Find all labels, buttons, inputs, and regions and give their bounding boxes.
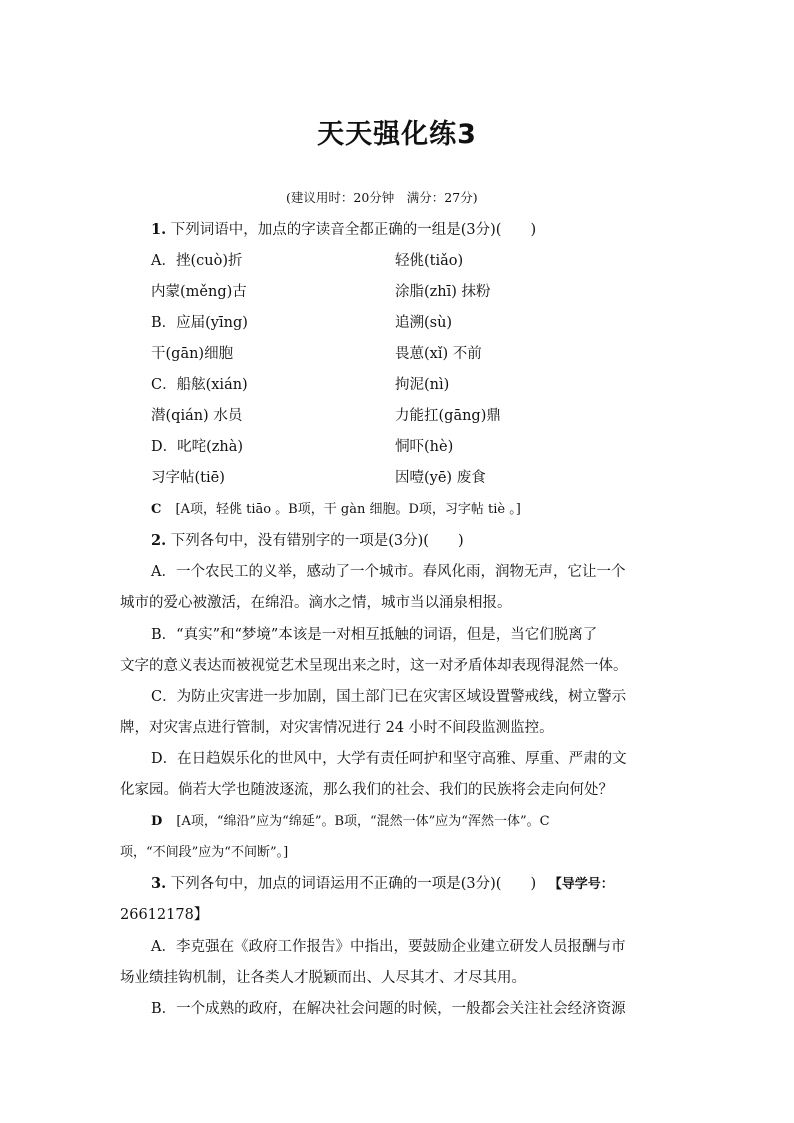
answer-text: [A项，轻佻 tiāo 。B项，干 gàn 细胞。D项，习字帖 tiè 。] xyxy=(175,502,521,517)
option-row-right: 力能扛(gāng)鼎 xyxy=(395,408,501,424)
question-3-stem xyxy=(151,874,614,895)
paragraph-line: A．一个农民工的义举，感动了一个城市。春风化雨，润物无声，它让一个 xyxy=(151,564,626,580)
paragraph-line: C．为防止灾害进一步加剧，国土部门已在灾害区域设置警戒线，树立警示 xyxy=(151,689,627,705)
answer-letter: C xyxy=(151,502,162,517)
guide-number-tag: 【导学号： xyxy=(548,877,614,892)
option-row-left: 干(gān)细胞 xyxy=(151,346,234,362)
option-row-left: 潜(qián) 水员 xyxy=(151,408,243,424)
option-row-right: 追溯(sù) xyxy=(395,315,453,331)
paragraph-line: 化家园。倘若大学也随波逐流，那么我们的社会、我们的民族将会走向何处？ xyxy=(120,782,613,798)
answer-text-continued: 项，“不间段”应为“不间断”。] xyxy=(120,845,289,860)
option-row-left: C．船舷(xián) xyxy=(151,377,248,393)
option-row-right: 涂脂(zhī) 抹粉 xyxy=(395,284,491,300)
answer-text: [A项，“绵沿”应为“绵延”。B项，“混然一体”应为“浑然一体”。C xyxy=(176,814,550,829)
option-row-left: 习字帖(tiē) xyxy=(151,470,225,486)
answer-explanation xyxy=(151,812,550,832)
option-row-right: 因噎(yē) 废食 xyxy=(395,470,486,486)
paragraph-line: B．一个成熟的政府，在解决社会问题的时候，一般都会关注社会经济资源 xyxy=(151,1001,626,1017)
paragraph-line: D．在日趋娱乐化的世风中，大学有责任呵护和坚守高雅、厚重、严肃的文 xyxy=(151,751,627,767)
option-row-left: 内蒙(měng)古 xyxy=(151,284,247,300)
question-text: 下列各句中，加点的词语运用不正确的一项是(3分)( ) xyxy=(170,876,537,892)
subtitle: (建议用时：20分钟 满分：27分) xyxy=(286,190,478,205)
question-2-stem xyxy=(151,531,464,551)
option-row-right: 恫吓(hè) xyxy=(395,439,454,455)
question-text: 下列词语中，加点的字读音全都正确的一组是(3分)( ) xyxy=(170,222,537,238)
option-row-right: 轻佻(tiǎo) xyxy=(395,253,464,269)
page-title: 天天强化练3 xyxy=(317,119,477,150)
question-number: 1. xyxy=(151,221,167,238)
paragraph-line: 场业绩挂钩机制，让各类人才脱颖而出、人尽其才、才尽其用。 xyxy=(120,970,526,986)
question-text: 下列各句中，没有错别字的一项是(3分)( ) xyxy=(170,533,464,549)
option-row-left: A．挫(cuò)折 xyxy=(151,253,243,269)
answer-explanation xyxy=(151,500,521,520)
guide-number-id: 26612178】 xyxy=(120,907,209,923)
question-number: 2. xyxy=(151,532,167,549)
question-number: 3. xyxy=(151,875,167,892)
paragraph-line: A．李克强在《政府工作报告》中指出，要鼓励企业建立研发人员报酬与市 xyxy=(151,939,626,955)
paragraph-line: 牌，对灾害点进行管制，对灾害情况进行 24 小时不间段监测监控。 xyxy=(120,720,554,736)
option-row-left: B．应届(yīng) xyxy=(151,315,248,331)
question-1-stem xyxy=(151,220,536,240)
option-row-left: D．叱咤(zhà) xyxy=(151,439,244,455)
paragraph-line: B．“真实”和“梦境”本该是一对相互抵触的词语，但是，当它们脱离了 xyxy=(151,627,598,643)
answer-letter: D xyxy=(151,814,163,829)
option-row-right: 拘泥(nì) xyxy=(395,377,450,393)
option-row-right: 畏葸(xǐ) 不前 xyxy=(395,346,482,362)
paragraph-line: 城市的爱心被激活，在绵沿。滴水之情，城市当以涌泉相报。 xyxy=(120,595,512,611)
paragraph-line: 文字的意义表达而被视觉艺术呈现出来之时，这一对矛盾体却表现得混然一体。 xyxy=(120,658,628,674)
